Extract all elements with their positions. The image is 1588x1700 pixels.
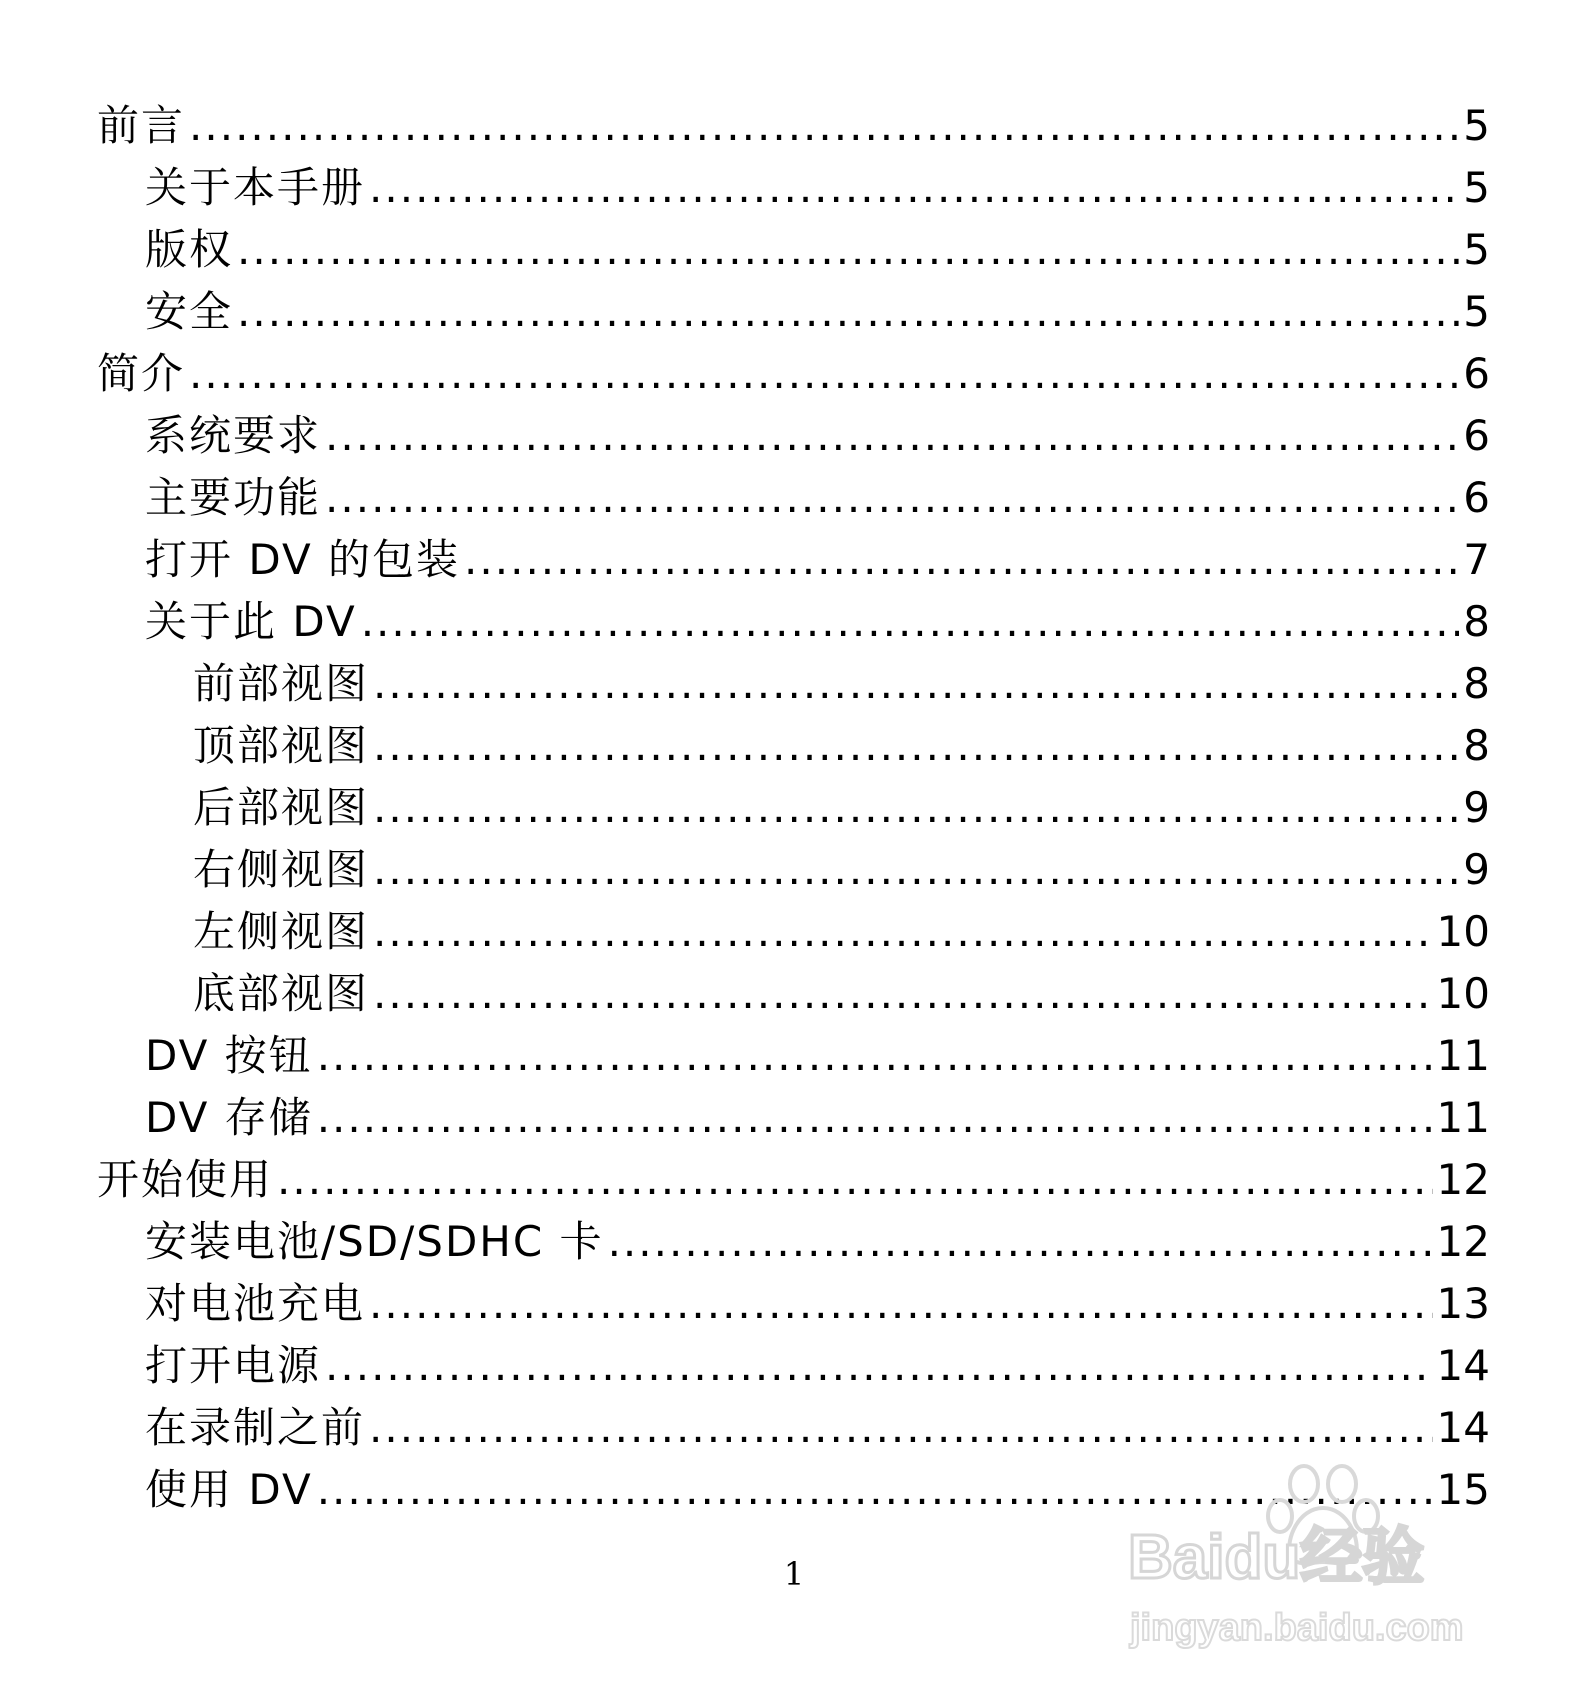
toc-entry-title: 主要功能 <box>145 473 322 522</box>
toc-entry-page: 6 <box>1463 411 1490 460</box>
toc-entry-title: 后部视图 <box>193 783 370 832</box>
toc-dot-leader <box>369 157 1459 219</box>
toc-entry-title: 对电池充电 <box>145 1279 366 1328</box>
toc-entry[interactable] <box>0 281 1490 343</box>
toc-dot-leader <box>373 839 1459 901</box>
toc-entry-page: 13 <box>1436 1279 1490 1328</box>
toc-entry[interactable] <box>0 715 1490 777</box>
toc-entry[interactable] <box>0 1025 1490 1087</box>
toc-entry-page: 9 <box>1463 845 1490 894</box>
toc-entry-page: 12 <box>1436 1217 1490 1266</box>
toc-entry-page: 9 <box>1463 783 1490 832</box>
toc-entry-title: 关于本手册 <box>145 163 366 212</box>
toc-entry-title: 安全 <box>145 287 234 336</box>
toc-dot-leader <box>361 591 1460 653</box>
toc-entry-title: 右侧视图 <box>193 845 370 894</box>
toc-entry-page: 5 <box>1463 101 1490 150</box>
toc-entry[interactable] <box>0 467 1490 529</box>
toc-entry[interactable] <box>0 343 1490 405</box>
toc-dot-leader <box>325 405 1459 467</box>
toc-entry[interactable] <box>0 777 1490 839</box>
toc-entry[interactable] <box>0 839 1490 901</box>
toc-entry[interactable] <box>0 157 1490 219</box>
toc-entry-page: 14 <box>1436 1403 1490 1452</box>
toc-entry-page: 7 <box>1463 535 1490 584</box>
baidu-paw-logo-icon <box>1118 1450 1508 1660</box>
table-of-contents <box>0 95 1588 1521</box>
toc-entry-title: 打开电源 <box>145 1341 322 1390</box>
toc-entry[interactable] <box>0 963 1490 1025</box>
toc-entry-title: DV 存储 <box>145 1093 313 1142</box>
toc-entry-title: 底部视图 <box>193 969 370 1018</box>
toc-entry-title: 关于此 DV <box>145 597 357 646</box>
toc-entry-title: 系统要求 <box>145 411 322 460</box>
toc-entry[interactable] <box>0 95 1490 157</box>
toc-entry-page: 12 <box>1436 1155 1490 1204</box>
toc-entry-title: 在录制之前 <box>145 1403 366 1452</box>
toc-entry-page: 5 <box>1463 287 1490 336</box>
toc-entry-title: 使用 DV <box>145 1465 313 1514</box>
toc-entry[interactable] <box>0 1335 1490 1397</box>
toc-entry-page: 10 <box>1436 907 1490 956</box>
toc-entry[interactable] <box>0 1211 1490 1273</box>
toc-dot-leader <box>325 467 1459 529</box>
toc-entry-page: 11 <box>1436 1093 1490 1142</box>
toc-dot-leader <box>317 1087 1433 1149</box>
watermark-url-text: jingyan.baidu.com <box>1130 1607 1464 1649</box>
toc-entry[interactable] <box>0 1149 1490 1211</box>
toc-entry[interactable] <box>0 591 1490 653</box>
toc-entry[interactable] <box>0 529 1490 591</box>
toc-dot-leader <box>237 281 1459 343</box>
toc-entry[interactable] <box>0 1273 1490 1335</box>
toc-entry-page: 11 <box>1436 1031 1490 1080</box>
toc-dot-leader <box>373 777 1459 839</box>
toc-entry-page: 6 <box>1463 349 1490 398</box>
toc-entry-title: 打开 DV 的包装 <box>145 535 461 584</box>
toc-entry-page: 15 <box>1436 1465 1490 1514</box>
toc-dot-leader <box>189 95 1459 157</box>
toc-dot-leader <box>608 1211 1433 1273</box>
toc-entry-page: 8 <box>1463 597 1490 646</box>
toc-entry-title: 开始使用 <box>97 1155 274 1204</box>
toc-dot-leader <box>373 715 1459 777</box>
toc-entry-page: 8 <box>1463 721 1490 770</box>
toc-dot-leader <box>317 1025 1433 1087</box>
toc-entry-page: 6 <box>1463 473 1490 522</box>
toc-entry-title: 左侧视图 <box>193 907 370 956</box>
toc-dot-leader <box>189 343 1459 405</box>
toc-dot-leader <box>325 1335 1433 1397</box>
toc-dot-leader <box>464 529 1459 591</box>
toc-entry-page: 14 <box>1436 1341 1490 1390</box>
toc-entry[interactable] <box>0 405 1490 467</box>
toc-dot-leader <box>237 219 1459 281</box>
toc-entry-title: 安装电池/SD/SDHC 卡 <box>145 1217 604 1266</box>
page-number: 1 <box>783 1555 805 1593</box>
toc-dot-leader <box>369 1273 1433 1335</box>
toc-dot-leader <box>373 653 1459 715</box>
toc-entry-title: 顶部视图 <box>193 721 370 770</box>
toc-entry-title: 前部视图 <box>193 659 370 708</box>
toc-entry-page: 10 <box>1436 969 1490 1018</box>
toc-entry-title: 简介 <box>97 349 186 398</box>
toc-entry-title: DV 按钮 <box>145 1031 313 1080</box>
watermark-brand-text: Baidu经验 <box>1128 1523 1425 1592</box>
baidu-jingyan-watermark <box>1118 1450 1508 1660</box>
toc-entry[interactable] <box>0 653 1490 715</box>
toc-entry-title: 版权 <box>145 225 234 274</box>
toc-entry[interactable] <box>0 219 1490 281</box>
toc-entry-page: 5 <box>1463 225 1490 274</box>
toc-dot-leader <box>277 1149 1433 1211</box>
toc-entry[interactable] <box>0 1087 1490 1149</box>
toc-dot-leader <box>373 901 1433 963</box>
toc-entry-page: 5 <box>1463 163 1490 212</box>
toc-entry[interactable] <box>0 901 1490 963</box>
toc-entry-title: 前言 <box>97 101 186 150</box>
toc-dot-leader <box>373 963 1433 1025</box>
toc-entry-page: 8 <box>1463 659 1490 708</box>
